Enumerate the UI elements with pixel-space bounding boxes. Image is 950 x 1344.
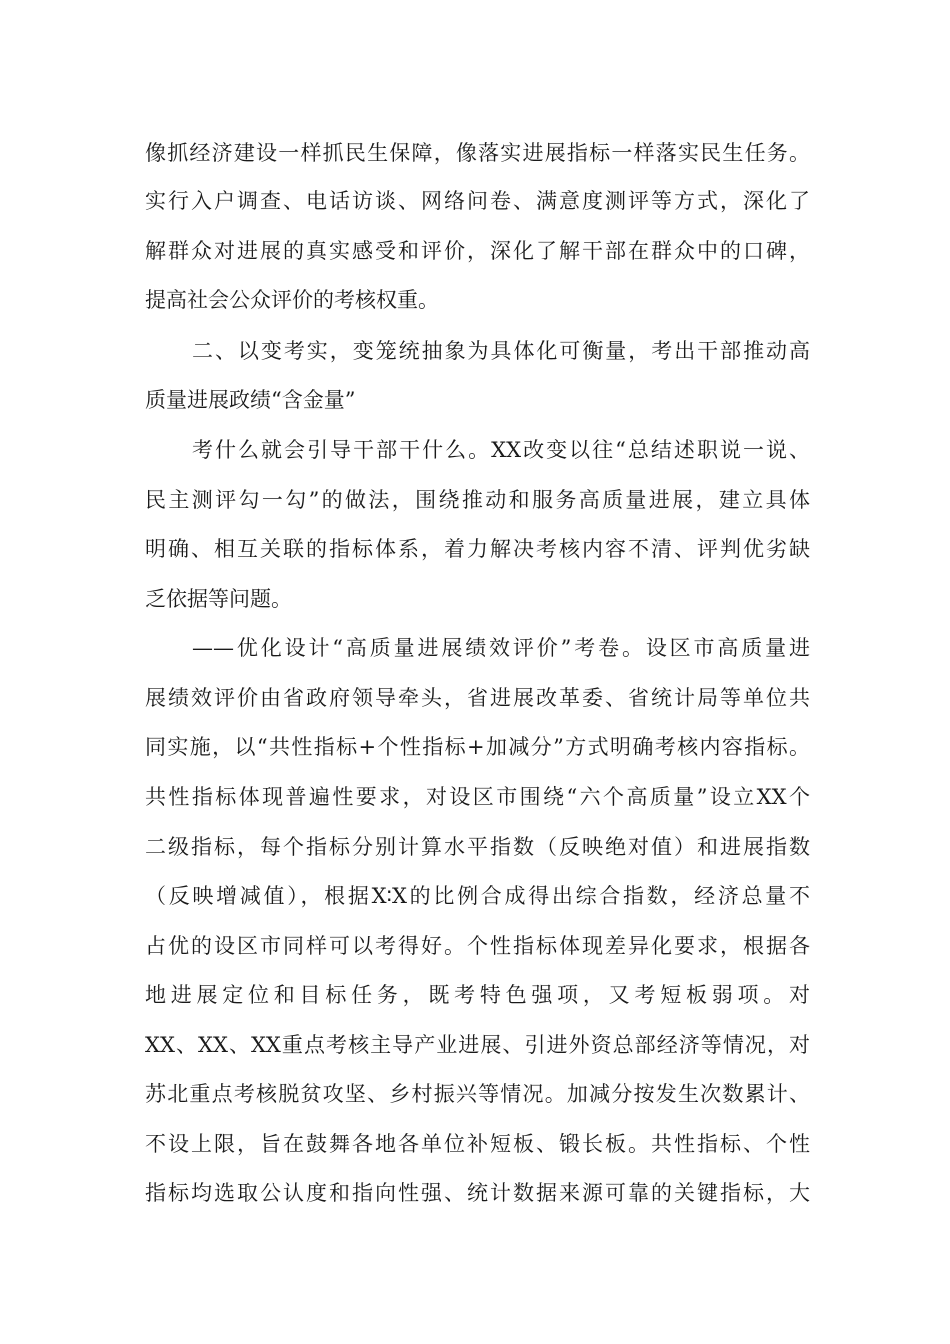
text-line-4: 提高社会公众评价的考核权重。: [145, 288, 439, 312]
text-line-22: 指标均选取公认度和指向性强、统计数据来源可靠的关键指标，大: [145, 1181, 810, 1205]
text-line-21: 不设上限，旨在鼓舞各地各单位补短板、锻长板。共性指标、个性: [145, 1132, 810, 1156]
text-line-2: 实行入户调查、电话访谈、网络问卷、满意度测评等方式，深化了: [145, 189, 810, 213]
text-line-3: 解群众对进展的真实感受和评价，深化了解干部在群众中的口碑，: [145, 239, 810, 263]
text-line-13: 同实施，以“共性指标+个性指标+加减分”方式明确考核内容指标。: [145, 735, 810, 759]
text-line-17: 占优的设区市同样可以考得好。个性指标体现差异化要求，根据各: [145, 934, 810, 958]
text-line-18: 地进展定位和目标任务，既考特色强项，又考短板弱项。对: [145, 983, 810, 1007]
text-line-1: 像抓经济建设一样抓民生保障，像落实进展指标一样落实民生任务。: [145, 141, 810, 165]
text-line-12: 展绩效评价由省政府领导牵头，省进展改革委、省统计局等单位共: [145, 686, 810, 710]
text-line-14: 共性指标体现普遍性要求，对设区市围绕“六个高质量”设立XX个: [145, 785, 810, 809]
heading-line-2: 质量进展政绩“含金量”: [145, 388, 356, 412]
text-line-16: （反映增减值），根据X∶X的比例合成得出综合指数，经济总量不: [145, 884, 810, 908]
text-line-15: 二级指标，每个指标分别计算水平指数（反映绝对值）和进展指数: [145, 835, 810, 859]
text-line-7: 考什么就会引导干部干什么。XX改变以往“总结述职说一说、: [192, 438, 810, 462]
text-line-19: XX、XX、XX重点考核主导产业进展、引进外资总部经济等情况，对: [145, 1033, 810, 1057]
text-line-8: 民主测评勾一勾”的做法，围绕推动和服务高质量进展，建立具体: [145, 488, 810, 512]
text-line-20: 苏北重点考核脱贫攻坚、乡村振兴等情况。加减分按发生次数累计、: [145, 1082, 810, 1106]
heading-line-1: 二、以变考实，变笼统抽象为具体化可衡量，考出干部推动高: [192, 339, 810, 363]
text-line-10: 乏依据等问题。: [145, 587, 292, 611]
text-line-9: 明确、相互关联的指标体系，着力解决考核内容不清、评判优劣缺: [145, 537, 810, 561]
text-line-11: ——优化设计“高质量进展绩效评价”考卷。设区市高质量进: [192, 636, 810, 660]
